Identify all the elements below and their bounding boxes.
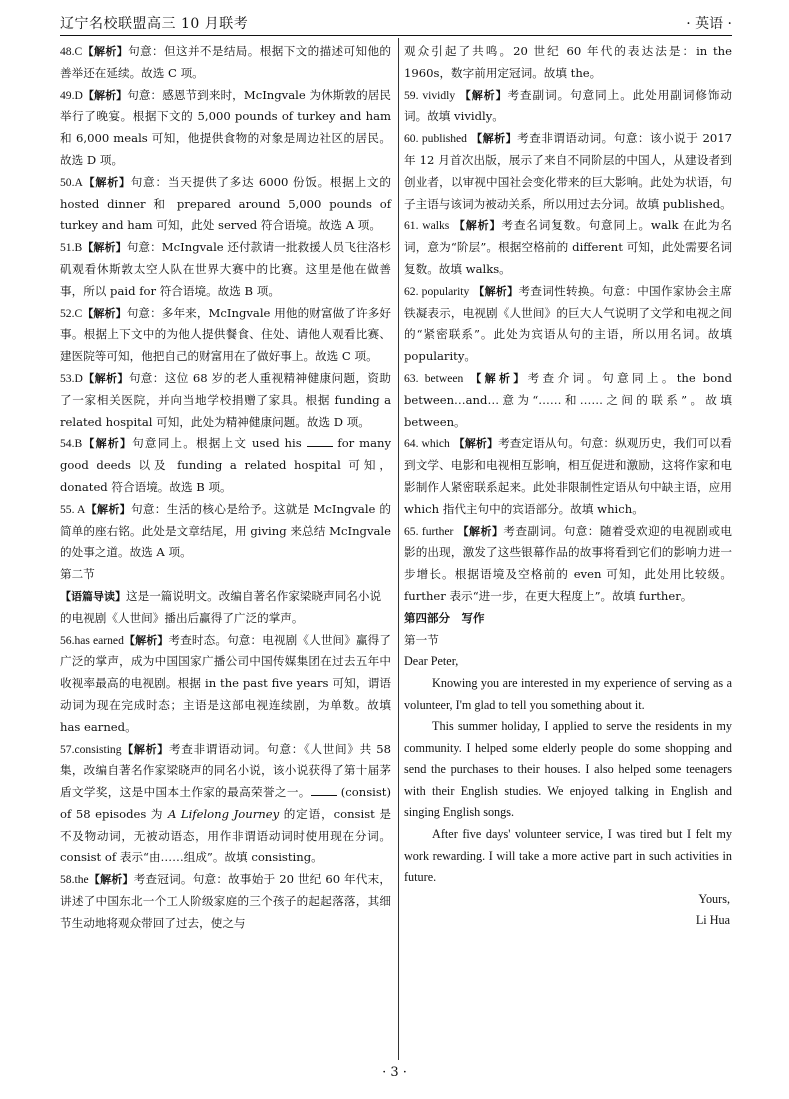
model-letter — [404, 651, 732, 932]
reading-guide: 【语篇导读】这是一篇说明文。改编自著名作家梁晓声同名小说的电视剧《人世间》播出后赢得了广泛的掌声。 — [60, 588, 382, 625]
answer-65: 65. further 【解析】考查副词。句意：随着受欢迎的电视剧或电影的出现，激发了这些银幕作品的故事将看到它们的影响力进一步增长。根据语境及空格前的 even 可知，此处用比较级。further 表示“进一步，在更大程度上”。故填 further。 — [404, 523, 733, 603]
blank-line — [307, 436, 333, 447]
answer-50: 50.A【解析】句意：当天提供了多达 6000 份饭。根据上文的 hosted dinner 和 prepared around 5,000 pounds of turkey and ham 可知，此处 served 符合语境。故选 A 项。 — [60, 174, 391, 233]
answer-61: 61. walks 【解析】考查名词复数。句意同上。walk 在此为名词，意为“阶层”。根据空格前的 different 可知，此处需要名词复数。故填 walks。 — [404, 218, 733, 276]
answer-58-continued: 观众引起了共鸣。20 世纪 60 年代的表达法是：in the 1960s，数字前用定冠词。故填 the。 — [404, 44, 732, 80]
answer-63: 63. between 【解析】考查介词。句意同上。the bond between…and…意为“……和……之间的联系”。故填 between。 — [404, 370, 733, 429]
column-divider — [398, 38, 399, 1060]
answer-53: 53.D【解析】句意：这位 68 岁的老人重视精神健康问题，资助了一家相关医院，并向当地学校捐赠了家具。根据 funding a related hospital 可知，此处为精神健康问题。故选 D 项。 — [60, 370, 392, 429]
letter-closing: Yours, — [698, 891, 730, 906]
right-column — [404, 41, 732, 932]
answer-55: 55. A【解析】句意：生活的核心是给予。这就是 McIngvale 的简单的座右铭。此处是文章结尾，用 giving 来总结 McIngvale 的处事之道。故选 A 项。 — [60, 501, 392, 560]
page-number: · 3 · — [382, 1065, 407, 1080]
answer-49: 49.D【解析】句意：感恩节到来时，McIngvale 为休斯敦的居民举行了晚宴。根据下文的 5,000 pounds of turkey and ham 和 6,000 meals 可知，他提供食物的对象是周边社区的居民。故选 D 项。 — [60, 87, 391, 167]
answer-62: 62. popularity 【解析】考查词性转换。句意：中国作家协会主席铁凝表示，电视剧《人世间》的巨大人气说明了文学和电视之间的“紧密联系”。此处为宾语从句的主语，所以用名词。故填 popularity。 — [404, 283, 733, 364]
answer-54: 54.B【解析】句意同上。根据上文 used his for many good deeds 以及 funding a related hospital 可知，donated 符合语境。故选 B 项。 — [60, 436, 391, 494]
letter-paragraph-2: This summer holiday, I applied to serve the residents in my community. I helped some elderly people do some shopping and send the purchases to their houses. I also helped some teenagers with their English studies. We enjoyed talking in English and singing English songs. — [404, 719, 732, 820]
answer-57: 57.consisting【解析】考查非谓语动词。句意：《人世间》共 58 集，改编自著名作家梁晓声的同名小说，该小说获得了第十届茅盾文学奖，这是中国本土作家的最高荣誉之一。 (consist) of 58 episodes 为 A Lifelong Journey 的定语，consist 是不及物动词，无被动语态，用作非谓语动词时使用现在分词。consist of 表示“由……组成”。故填 consisting。 — [60, 741, 392, 865]
left-column — [60, 41, 391, 935]
header-title: 辽宁名校联盟高三 10 月联考 — [60, 16, 249, 32]
letter-salutation: Dear Peter, — [404, 654, 459, 669]
page-header — [60, 8, 732, 36]
letter-paragraph-3: After five days' volunteer service, I was tired but I felt my work rewarding. I will take a more active part in such activities in future. — [404, 827, 732, 885]
answer-58: 58.the【解析】考查冠词。句意：故事始于 20 世纪 60 年代末，讲述了中国东北一个工人阶级家庭的三个孩子的起起落落，其细节生动地将观众带回了过去，使之与 — [60, 872, 392, 930]
answer-60: 60. published 【解析】考查非谓语动词。句意：该小说于 2017 年 12 月首次出版，展示了来自不同阶层的中国人，从建设者到创业者，以审视中国社会变化带来的巨大影响。此处为状语，句子主语与该词为被动关系，所以用过去分词。故填 published。 — [404, 131, 733, 211]
part-4-title: 第四部分 写作 — [404, 610, 485, 625]
answer-64: 64. which 【解析】考查定语从句。句意：纵观历史，我们可以看到文学、电影和电视相互影响，相互促进和激励，这将作家和电影制作人紧密联系起来。此处非限制性定语从句中缺主语，应用 which 指代主句中的宾语部分。故填 which。 — [404, 436, 732, 516]
section-1-title: 第一节 — [404, 632, 439, 647]
header-subject: · 英语 · — [686, 16, 732, 32]
letter-paragraph-1: Knowing you are interested in my experience of serving as a volunteer, I'm glad to tell you something about it. — [404, 675, 732, 712]
letter-signature: Li Hua — [695, 913, 730, 928]
blank-line — [311, 785, 337, 796]
answer-51: 51.B【解析】句意：McIngvale 还付款请一批救援人员飞往洛杉矶观看休斯敦太空人队在世界大赛中的比赛。这里是他在做善事，所以 paid for 符合语境。故选 B 项。 — [60, 240, 391, 298]
answer-48: 48.C【解析】句意：但这并不是结局。根据下文的描述可知他的善举还在延续。故选 C 项。 — [60, 44, 391, 80]
answer-52: 52.C【解析】句意：多年来，McIngvale 用他的财富做了许多好事。根据上下文中的为他人提供餐食、住处、请他人观看比赛、建医院等可知，他把自己的财富用在了做好事上。故选 C 项。 — [60, 305, 391, 364]
section-2-title: 第二节 — [60, 567, 95, 582]
answer-56: 56.has earned【解析】考查时态。句意：电视剧《人世间》赢得了广泛的掌声，成为中国国家广播公司中国传媒集团在过去五年中收视率最高的电视剧。根据 in the past five years 可知，谓语动词为现在完成时态；主语是这部电视连续剧，为单数。故填 has earned。 — [60, 632, 391, 734]
answer-59: 59. vividly 【解析】考查副词。句意同上。此处用副词修饰动词。故填 vividly。 — [404, 87, 732, 124]
